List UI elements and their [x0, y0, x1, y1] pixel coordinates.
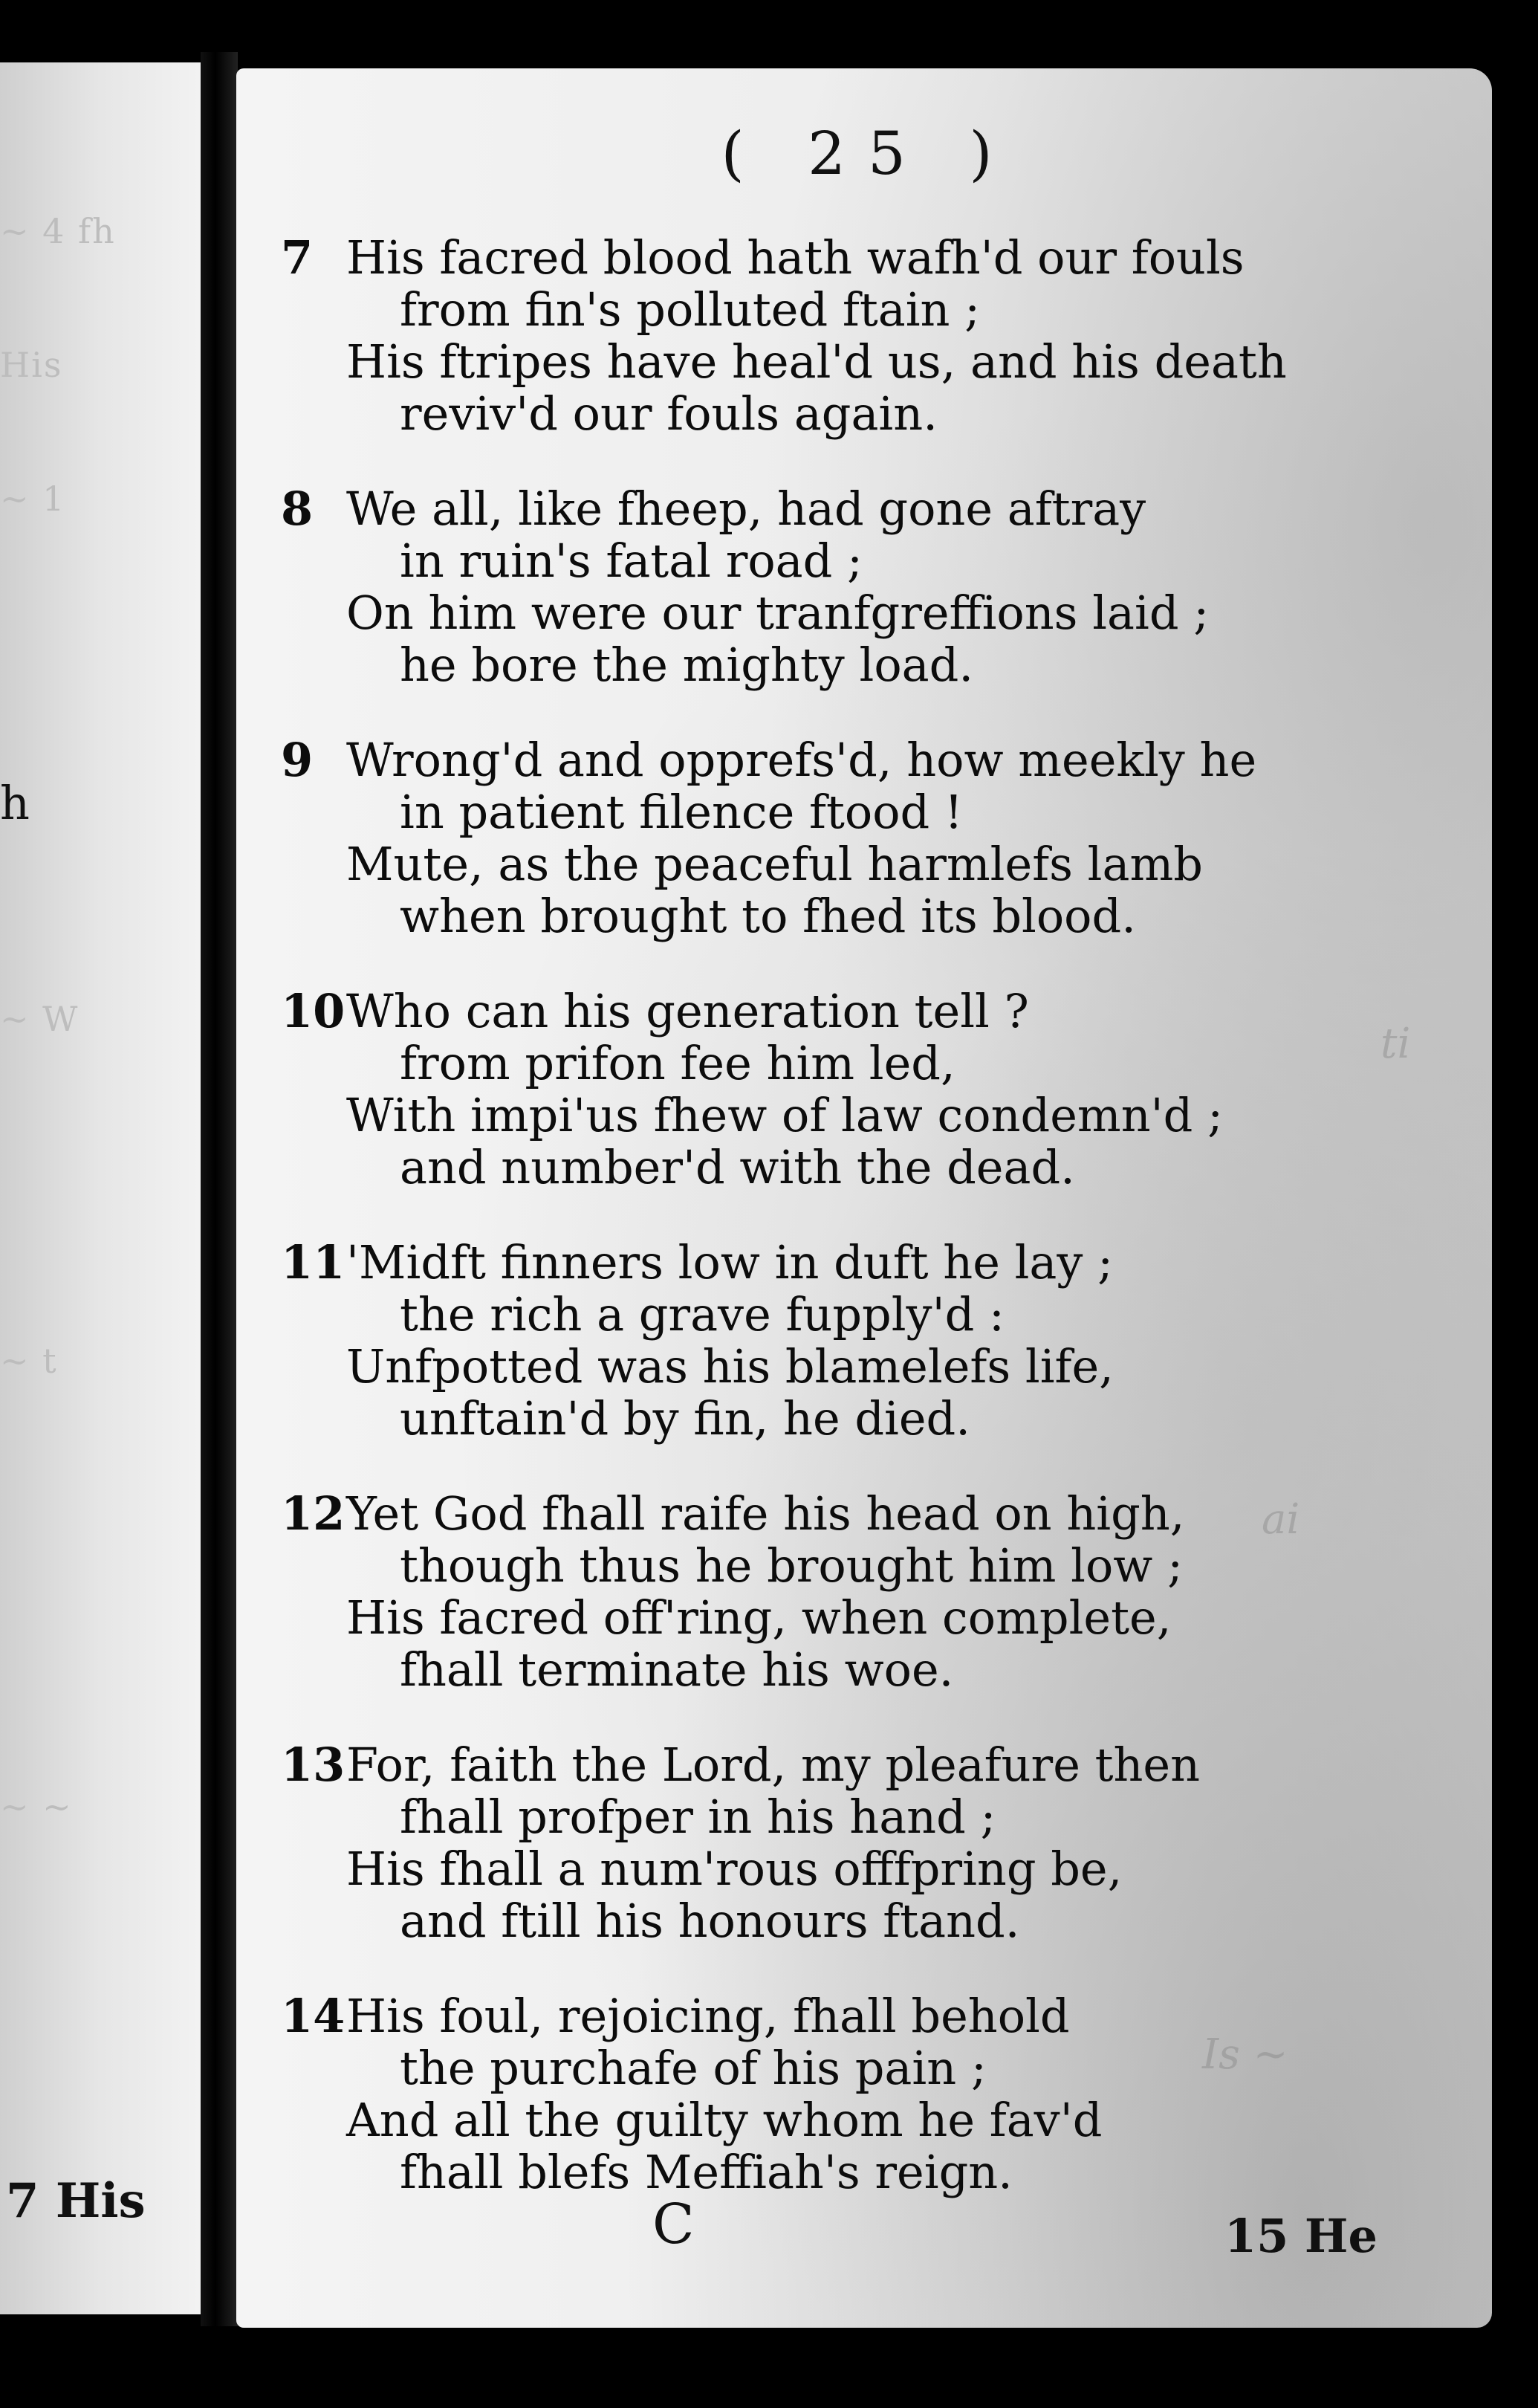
show-through-text: His: [0, 345, 63, 385]
verse-line: Who can his generation tell ?: [346, 984, 1029, 1038]
verse-line: On him were our tranfgreffions laid ;: [346, 586, 1210, 640]
verse-11: [236, 1237, 1351, 1445]
left-page-catchword: 7 His: [6, 2173, 146, 2229]
show-through-text: ~ ~: [0, 1787, 73, 1827]
show-through-text: ~ 4 fh: [0, 211, 116, 251]
book-gutter: [201, 52, 238, 2326]
verse-line: fhall profper in his hand ;: [400, 1790, 996, 1844]
verse-line: For, faith the Lord, my pleafure then: [346, 1738, 1201, 1792]
show-through-text: ~ 1: [0, 479, 66, 519]
verse-line: His facred blood hath wafh'd our fouls: [346, 230, 1245, 285]
show-through-text: ~ W: [0, 999, 80, 1039]
page-number: ( 25 ): [721, 119, 1015, 188]
verse-line: Wrong'd and opprefs'd, how meekly he: [346, 733, 1257, 787]
verse-line: His fhall a num'rous offfpring be,: [346, 1842, 1123, 1896]
verse-number: 11: [281, 1235, 345, 1289]
show-through-text: ~ t: [0, 1341, 58, 1381]
signature-mark: C: [652, 2192, 695, 2256]
verse-13: [236, 1739, 1351, 1947]
verse-line: in ruin's fatal road ;: [400, 534, 863, 588]
verse-line: His foul, rejoicing, fhall behold: [346, 1989, 1070, 2043]
verse-line: And all the guilty whom he fav'd: [346, 2093, 1103, 2147]
catchword: 15 He: [1224, 2209, 1378, 2263]
verse-line: from fin's polluted ftain ;: [400, 282, 981, 337]
verse-line: Unfpotted was his blamelefs life,: [346, 1339, 1114, 1394]
verse-line: from prifon fee him led,: [400, 1036, 955, 1090]
verse-line: fhall blefs Meffiah's reign.: [400, 2145, 1013, 2199]
verse-14: [236, 1990, 1351, 2198]
verse-8: [236, 483, 1351, 691]
verse-9: [236, 734, 1351, 942]
verse-10: [236, 985, 1351, 1194]
verse-line: 'Midft finners low in duft he lay ;: [346, 1235, 1114, 1289]
verse-line: With impi'us fhew of law condemn'd ;: [346, 1088, 1223, 1142]
verse-line: the purchafe of his pain ;: [400, 2041, 987, 2095]
verse-number: 13: [281, 1738, 345, 1792]
verse-number: 8: [281, 482, 314, 536]
verse-line: unftain'd by fin, he died.: [400, 1391, 970, 1446]
verse-line: reviv'd our fouls again.: [400, 386, 938, 441]
verse-line: We all, like fheep, had gone aftray: [346, 482, 1146, 536]
verse-line: and ftill his honours ftand.: [400, 1894, 1020, 1948]
verse-line: Yet God fhall raife his head on high,: [346, 1486, 1185, 1541]
page-25: [236, 68, 1492, 2328]
verse-line: he bore the mighty load.: [400, 638, 974, 692]
verse-line: in patient filence ftood !: [400, 785, 963, 839]
verse-12: [236, 1488, 1351, 1696]
verse-line: His facred off'ring, when complete,: [346, 1590, 1172, 1645]
verse-line: His ftripes have heal'd us, and his death: [346, 334, 1287, 389]
verse-line: though thus he brought him low ;: [400, 1538, 1183, 1593]
left-page-letter: h: [0, 776, 30, 830]
show-through-text: ti: [1380, 1020, 1411, 1068]
verse-line: fhall terminate his woe.: [400, 1642, 954, 1697]
verse-line: Mute, as the peaceful harmlefs lamb: [346, 837, 1203, 891]
verse-number: 12: [281, 1486, 345, 1541]
verse-line: and number'd with the dead.: [400, 1140, 1075, 1194]
verse-number: 10: [281, 984, 345, 1038]
verse-line: the rich a grave fupply'd :: [400, 1287, 1005, 1341]
verse-number: 9: [281, 733, 314, 787]
verse-number: 14: [281, 1989, 345, 2043]
verse-number: 7: [281, 230, 314, 285]
show-through-text: ai: [1262, 1495, 1300, 1544]
show-through-text: Is ~: [1202, 2030, 1288, 2079]
verse-line: when brought to fhed its blood.: [400, 889, 1136, 943]
verse-7: [236, 232, 1351, 440]
left-facing-page: [0, 62, 201, 2314]
